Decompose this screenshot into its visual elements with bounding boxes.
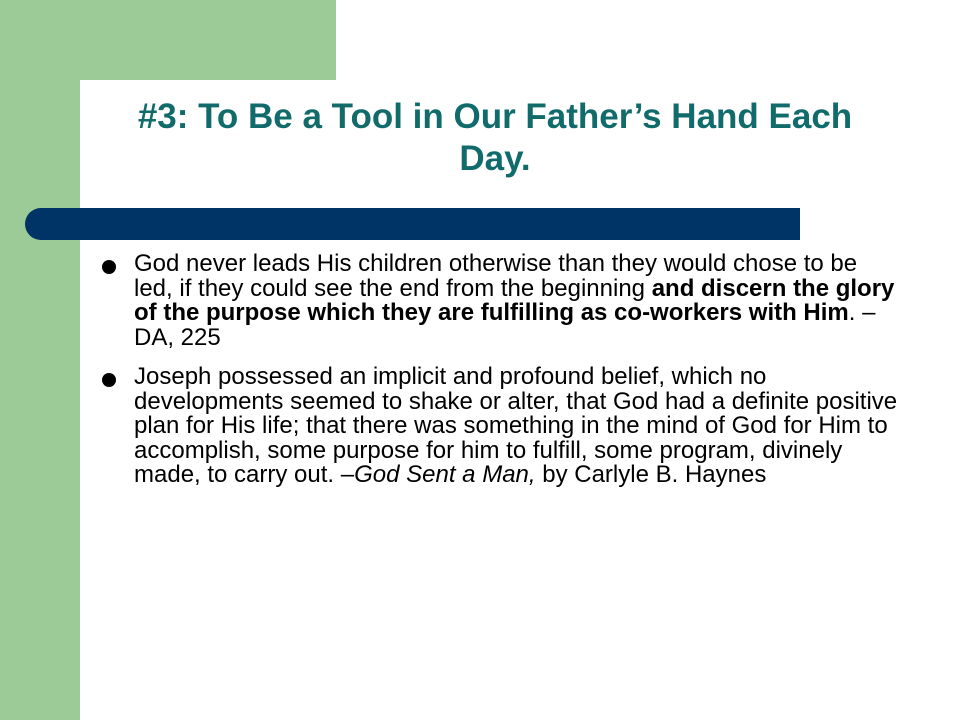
- bullet-text: God never leads His children otherwise than they would chose to be led, if they could see the end from the beginning: [134, 250, 858, 302]
- bullet-text: Joseph possessed an implicit and profound belief, which no developments seemed to shake or alter, that God had a definite positive plan for His life; that there was something in the mind of God for Him to accomplish, some purpose for him to fulfill, some program, divinely made, to carry out. –: [134, 363, 898, 488]
- title-divider-bar: [25, 208, 800, 240]
- book-title: God Sent a Man,: [354, 461, 536, 488]
- bullet-dot-icon: [102, 373, 116, 387]
- bullet-item-quote-da: [100, 252, 900, 350]
- bullet-dot-icon: [102, 260, 116, 274]
- green-sidebar-band: [0, 0, 80, 720]
- bullet-list: [100, 252, 900, 503]
- bullet-citation: by Carlyle B. Haynes: [535, 461, 767, 488]
- slide-title: #3: To Be a Tool in Our Father’s Hand Each Day.: [137, 97, 853, 178]
- bullet-item-quote-haynes: [100, 365, 900, 488]
- bullet-citation: . –DA, 225: [134, 299, 876, 351]
- green-top-band: [0, 0, 336, 80]
- bullet-text-bold: and discern the glory of the purpose which they are fulfilling as co-workers with Him: [134, 274, 895, 326]
